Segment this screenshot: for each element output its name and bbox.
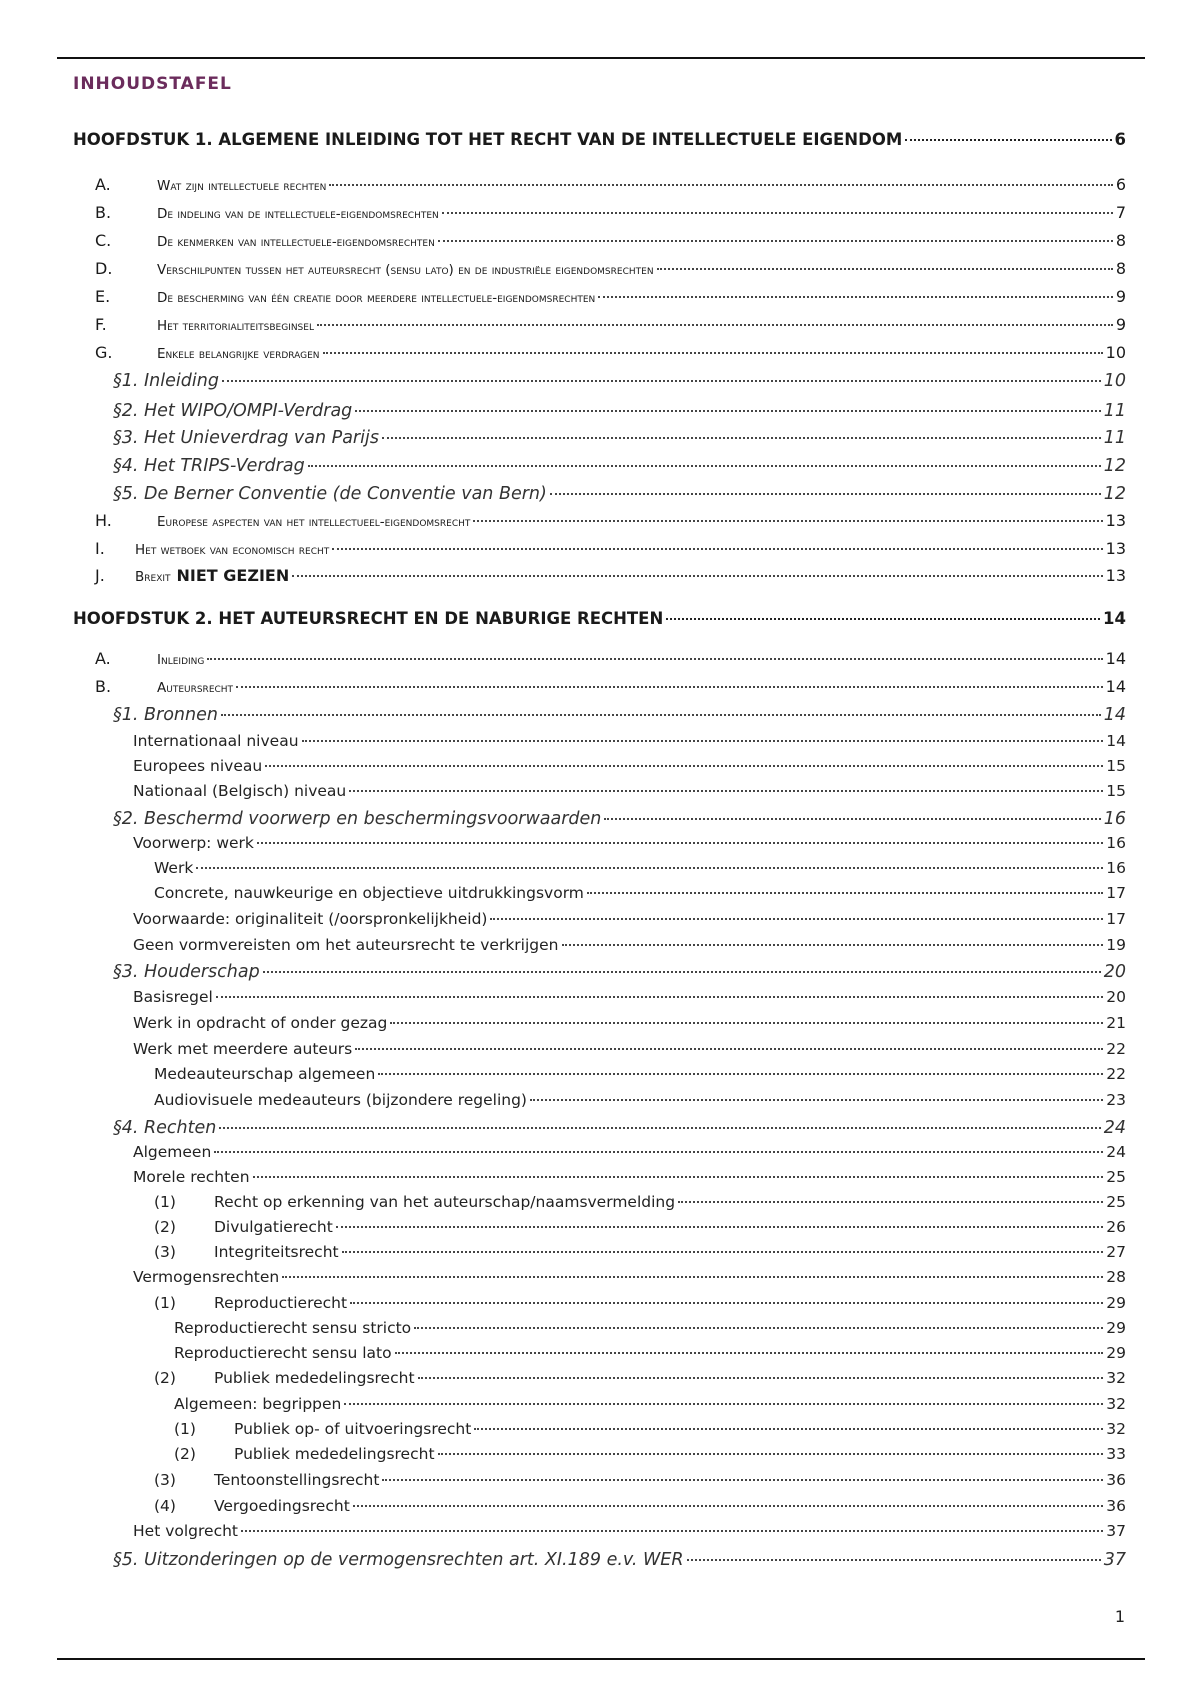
dot-leader [214,1151,1103,1153]
toc-entry[interactable] [95,231,1126,250]
dot-leader [657,268,1113,270]
toc-entry-title: Voorwaarde: originaliteit (/oorspronkelijkheid) [133,910,488,928]
toc-entry-title: Werk in opdracht of onder gezag [133,1014,388,1032]
toc-entry-number: B. [95,203,112,222]
dot-leader [263,971,1101,973]
toc-entry[interactable] [113,1118,1126,1138]
toc-entry[interactable] [133,1522,1126,1540]
toc-entry-title: Enkele belangrijke verdragen [157,346,320,362]
toc-entry[interactable] [95,343,1126,362]
toc-entry[interactable] [73,130,1126,149]
dot-leader [219,1127,1100,1129]
dot-leader [332,548,1102,550]
toc-entry-page: 26 [1106,1218,1126,1236]
toc-entry-page: 37 [1103,1550,1126,1570]
toc-entry-title: §1. Inleiding [113,371,219,391]
dot-leader [323,352,1103,354]
dot-leader [221,714,1101,716]
dot-leader [207,658,1102,660]
toc-entry-page: 16 [1103,809,1126,829]
toc-entry[interactable] [174,1344,1126,1362]
toc-entry-page: 14 [1103,609,1126,628]
toc-entry[interactable] [154,1243,1126,1261]
toc-entry-number: B. [95,677,112,696]
toc-entry-title: Audiovisuele medeauteurs (bijzondere regeling) [154,1091,527,1109]
toc-entry-title: §4. Het TRIPS-Verdrag [113,456,305,476]
toc-entry-number: J. [95,566,105,585]
toc-entry[interactable] [154,1369,1126,1387]
toc-entry-title: Algemeen [133,1143,212,1161]
toc-entry[interactable] [133,782,1126,800]
toc-entry[interactable] [174,1319,1126,1337]
toc-entry[interactable] [113,1550,1126,1570]
toc-entry[interactable] [133,1268,1126,1286]
toc-entry-title: Vergoedingsrecht [214,1497,350,1515]
toc-entry[interactable] [174,1420,1126,1438]
toc-entry[interactable] [174,1445,1126,1463]
toc-entry-title: Geen vormvereisten om het auteursrecht te verkrijgen [133,936,559,954]
toc-entry-page: 12 [1103,484,1126,504]
toc-entry-title: Recht op erkenning van het auteurschap/naamsvermelding [214,1193,676,1211]
toc-entry[interactable] [154,1294,1126,1312]
dot-leader [530,1099,1103,1101]
toc-entry-page: 25 [1106,1168,1126,1186]
dot-leader [438,240,1113,242]
toc-entry[interactable] [95,175,1126,194]
toc-entry[interactable] [154,1091,1126,1109]
toc-entry-title: §3. Houderschap [113,962,260,982]
toc-entry-number: (1) [154,1193,176,1211]
dot-leader [342,1251,1104,1253]
toc-entry-title: Concrete, nauwkeurige en objectieve uitdrukkingsvorm [154,884,584,902]
toc-entry-title: Vermogensrechten [133,1268,280,1286]
toc-entry[interactable] [95,315,1126,334]
toc-entry-page: 22 [1106,1065,1126,1083]
toc-entry-title: Medeauteurschap algemeen [154,1065,376,1083]
toc-entry-page: 22 [1106,1040,1126,1058]
bottom-rule [57,1658,1145,1660]
toc-entry[interactable] [133,834,1126,852]
toc-entry-page: 11 [1103,401,1126,421]
dot-leader [418,1377,1104,1379]
toc-entry-title: De bescherming van één creatie door meerdere intellectuele-eigendomsrechten [157,290,596,306]
toc-entry-page: 8 [1115,259,1126,278]
toc-entry-page: 15 [1106,757,1126,775]
dot-leader [355,410,1100,412]
toc-entry-page: 19 [1106,936,1126,954]
toc-entry[interactable] [154,884,1126,902]
toc-entry-title: Auteursrecht [157,680,234,696]
toc-entry-page: 6 [1114,130,1126,149]
toc-entry-title: Publiek mededelingsrecht [214,1369,415,1387]
dot-leader [308,465,1101,467]
toc-entry-page: 24 [1103,1118,1126,1138]
toc-entry-number: (1) [174,1420,196,1438]
toc-entry-page: 13 [1105,566,1126,585]
toc-entry-page: 28 [1106,1268,1126,1286]
dot-leader [905,139,1111,141]
toc-entry-title: Integriteitsrecht [214,1243,339,1261]
dot-leader [562,944,1104,946]
toc-entry-title: Reproductierecht [214,1294,348,1312]
toc-entry-title: Verschilpunten tussen het auteursrecht (sensu lato) en de industriële eigendomsrechten [157,262,654,278]
toc-entry-number: (4) [154,1497,176,1515]
toc-entry-title: Reproductierecht sensu lato [174,1344,392,1362]
toc-entry-title: Europese aspecten van het intellectueel-eigendomsrecht [157,514,471,530]
toc-entry-page: 29 [1106,1319,1126,1337]
toc-entry[interactable] [133,936,1126,954]
dot-leader [196,867,1103,869]
toc-entry-number: (2) [154,1369,176,1387]
toc-entry[interactable] [95,566,1126,585]
toc-entry-number: A. [95,649,111,668]
dot-leader [666,618,1100,620]
dot-leader [474,1428,1103,1430]
toc-entry-title: Reproductierecht sensu stricto [174,1319,412,1337]
toc-entry-page: 33 [1106,1445,1126,1463]
toc-entry-title: Basisregel [133,988,213,1006]
toc-entry-title: Publiek op- of uitvoeringsrecht [234,1420,472,1438]
dot-leader [678,1201,1103,1203]
toc-entry-title: §2. Het WIPO/OMPI-Verdrag [113,401,353,421]
toc-entry[interactable] [113,962,1126,982]
dot-leader [317,324,1113,326]
dot-leader [222,380,1101,382]
dot-leader [378,1073,1103,1075]
toc-entry-page: 29 [1106,1294,1126,1312]
page-title: INHOUDSTAFEL [73,74,232,94]
toc-entry-page: 20 [1106,988,1126,1006]
toc-entry-page: 14 [1105,649,1126,668]
toc-entry-page: 9 [1115,315,1126,334]
toc-entry-title: Het volgrecht [133,1522,238,1540]
dot-leader [344,1403,1103,1405]
dot-leader [336,1226,1103,1228]
toc-entry[interactable] [95,259,1126,278]
toc-entry[interactable] [154,1218,1126,1236]
toc-entry-title: §3. Het Unieverdrag van Parijs [113,428,379,448]
dot-leader [349,790,1103,792]
toc-entry-title: De kenmerken van intellectuele-eigendomsrechten [157,234,435,250]
toc-entry[interactable] [95,203,1126,222]
toc-entry[interactable] [95,649,1126,668]
dot-leader [257,842,1103,844]
toc-entry-number: (3) [154,1243,176,1261]
toc-entry-page: 16 [1106,834,1126,852]
page-number: 1 [1114,1607,1125,1626]
toc-entry-page: 10 [1105,343,1126,362]
dot-leader [216,996,1103,998]
dot-leader [687,1559,1101,1561]
dot-leader [355,1048,1103,1050]
dot-leader [438,1453,1104,1455]
toc-entry-title: Werk [154,859,194,877]
dot-leader [442,212,1113,214]
dot-leader [329,184,1112,186]
toc-entry-page: 23 [1106,1091,1126,1109]
toc-entry[interactable] [133,757,1126,775]
toc-entry[interactable] [113,456,1126,476]
toc-entry-page: 37 [1106,1522,1126,1540]
dot-leader [598,296,1113,298]
toc-entry-page: 32 [1106,1420,1126,1438]
toc-entry[interactable] [174,1395,1126,1413]
toc-entry-page: 25 [1106,1193,1126,1211]
toc-entry-page: 20 [1103,962,1126,982]
toc-entry-title: Inleiding [157,652,205,668]
toc-entry-page: 27 [1106,1243,1126,1261]
toc-entry-number: D. [95,259,113,278]
toc-entry[interactable] [133,1168,1126,1186]
toc-entry[interactable] [133,1040,1126,1058]
toc-entry-page: 14 [1105,677,1126,696]
toc-entry-number: E. [95,287,111,306]
toc-entry-page: 36 [1106,1497,1126,1515]
toc-entry[interactable] [95,677,1126,696]
toc-entry-page: 8 [1115,231,1126,250]
toc-entry[interactable] [95,511,1126,530]
toc-entry-title: Europees niveau [133,757,263,775]
toc-entry[interactable] [154,1065,1126,1083]
toc-entry[interactable] [154,859,1126,877]
toc-entry-number: G. [95,343,113,362]
toc-entry[interactable] [113,484,1126,504]
toc-entry-title: Het wetboek van economisch recht [135,542,330,558]
toc-entry-page: 21 [1106,1014,1126,1032]
toc-entry-number: (2) [154,1218,176,1236]
dot-leader [353,1505,1103,1507]
toc-entry-page: 9 [1115,287,1126,306]
toc-entry-page: 7 [1115,203,1126,222]
toc-entry-page: 29 [1106,1344,1126,1362]
toc-entry-page: 17 [1106,910,1126,928]
toc-entry[interactable] [154,1497,1126,1515]
dot-leader [414,1327,1103,1329]
dot-leader [292,575,1102,577]
toc-entry[interactable] [113,371,1126,391]
toc-entry-page: 10 [1103,371,1126,391]
toc-entry-page: 32 [1106,1395,1126,1413]
toc-entry-number: (2) [174,1445,196,1463]
toc-entry-number: (1) [154,1294,176,1312]
dot-leader [550,493,1101,495]
dot-leader [604,818,1100,820]
toc-entry[interactable] [133,988,1126,1006]
toc-entry[interactable] [133,732,1126,750]
dot-leader [282,1276,1103,1278]
toc-entry-title: Nationaal (Belgisch) niveau [133,782,347,800]
toc-entry[interactable] [154,1193,1126,1211]
toc-entry-number: (3) [154,1471,176,1489]
toc-entry-title: Internationaal niveau [133,732,299,750]
dot-leader [350,1302,1103,1304]
toc-entry-page: 14 [1106,732,1126,750]
dot-leader [241,1530,1103,1532]
toc-entry-title: Wat zijn intellectuele rechten [157,178,327,194]
toc-entry-page: 16 [1106,859,1126,877]
toc-entry-number: F. [95,315,107,334]
toc-entry[interactable] [113,705,1126,725]
toc-entry-title: Brexit [135,569,171,585]
toc-entry-title: §4. Rechten [113,1118,217,1138]
toc-entry-page: 13 [1105,511,1126,530]
toc-entry[interactable] [113,401,1126,421]
toc-entry-title: Divulgatierecht [214,1218,333,1236]
toc-entry-page: 11 [1103,428,1126,448]
toc-entry-page: 12 [1103,456,1126,476]
dot-leader [382,1479,1103,1481]
toc-entry-title: §1. Bronnen [113,705,218,725]
toc-entry-page: 14 [1103,705,1126,725]
toc-entry-title: Publiek mededelingsrecht [234,1445,435,1463]
toc-entry-title: HOOFDSTUK 1. ALGEMENE INLEIDING TOT HET RECHT VAN DE INTELLECTUELE EIGENDOM [73,130,903,149]
toc-entry-page: 32 [1106,1369,1126,1387]
toc-entry[interactable] [133,1143,1126,1161]
toc-entry-page: 13 [1105,539,1126,558]
toc-entry-title: Werk met meerdere auteurs [133,1040,353,1058]
dot-leader [587,892,1103,894]
toc-entry-title: Het territorialiteitsbeginsel [157,318,314,334]
toc-entry-title: §5. Uitzonderingen op de vermogensrechten art. XI.189 e.v. WER [113,1550,684,1570]
toc-entry-page: 6 [1115,175,1126,194]
toc-entry-title: §2. Beschermd voorwerp en beschermingsvoorwaarden [113,809,602,829]
dot-leader [265,765,1103,767]
toc-entry[interactable] [95,287,1126,306]
toc-entry-title: Voorwerp: werk [133,834,254,852]
dot-leader [490,918,1103,920]
toc-entry-page: 17 [1106,884,1126,902]
toc-entry[interactable] [133,1014,1126,1032]
dot-leader [390,1022,1103,1024]
toc-entry[interactable] [133,910,1126,928]
toc-entry-number: C. [95,231,112,250]
toc-entry-page: 24 [1106,1143,1126,1161]
dot-leader [395,1352,1104,1354]
dot-leader [253,1176,1104,1178]
toc-entry[interactable] [113,809,1126,829]
toc-entry-number: H. [95,511,112,530]
toc-entry[interactable] [73,609,1126,628]
toc-entry-number: A. [95,175,111,194]
dot-leader [236,686,1103,688]
toc-entry-title: Tentoonstellingsrecht [214,1471,380,1489]
toc-entry-title: §5. De Berner Conventie (de Conventie van Bern) [113,484,547,504]
dot-leader [473,520,1102,522]
toc-entry[interactable] [154,1471,1126,1489]
toc-entry-page: 36 [1106,1471,1126,1489]
toc-entry-title: Algemeen: begrippen [174,1395,342,1413]
dot-leader [302,740,1104,742]
toc-entry-note: NIET GEZIEN [176,566,290,585]
toc-entry-number: I. [95,539,105,558]
toc-entry-page: 15 [1106,782,1126,800]
toc-entry-title: HOOFDSTUK 2. HET AUTEURSRECHT EN DE NABURIGE RECHTEN [73,609,664,628]
toc-entry-title: Morele rechten [133,1168,250,1186]
toc-entry[interactable] [95,539,1126,558]
dot-leader [382,437,1101,439]
toc-entry[interactable] [113,428,1126,448]
toc-entry-title: De indeling van de intellectuele-eigendomsrechten [157,206,439,222]
